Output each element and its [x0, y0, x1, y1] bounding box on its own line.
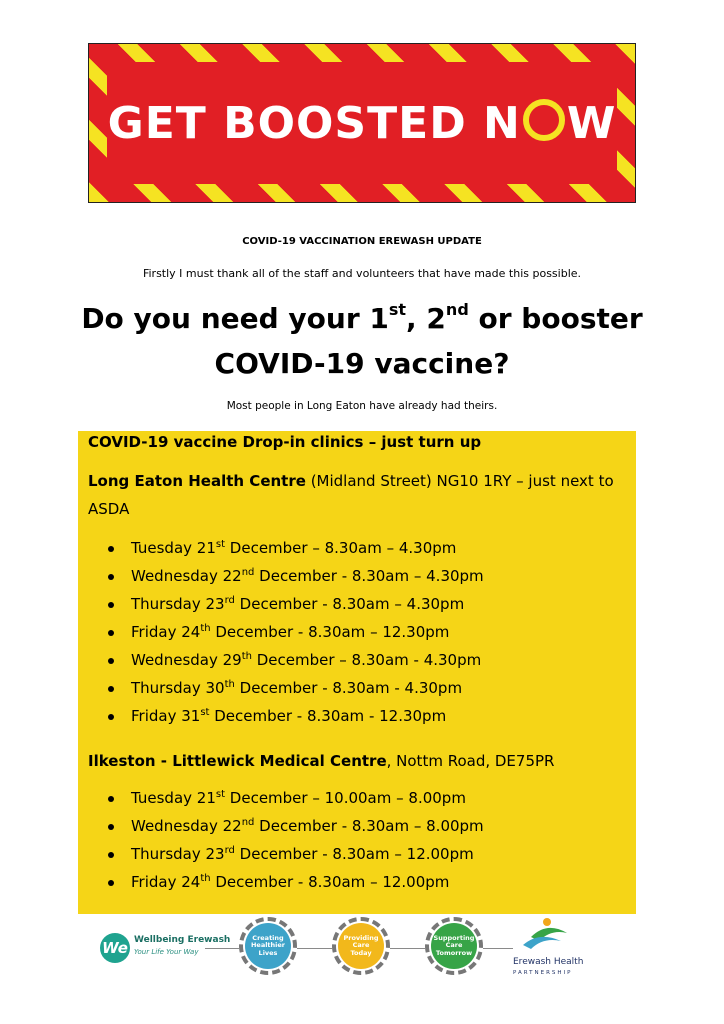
session-item: Friday 24th December - 8.30am – 12.00pm — [108, 868, 626, 896]
banner-o-ring — [523, 99, 565, 141]
headline — [0, 296, 724, 386]
site-long-eaton — [88, 467, 622, 523]
connector-line — [390, 948, 425, 949]
wellbeing-erewash-logo: We — [100, 933, 130, 963]
session-item: Thursday 23rd December - 8.30am – 4.30pm — [108, 590, 626, 618]
gear-icon-supporting-care-tomorrow: Supporting Care Tomorrow — [425, 917, 483, 975]
session-item: Thursday 30th December - 8.30am - 4.30pm — [108, 674, 626, 702]
erewash-health-partnership-icon — [517, 915, 579, 955]
session-item: Wednesday 22nd December - 8.30am – 4.30pm — [108, 562, 626, 590]
session-item: Wednesday 29th December – 8.30am - 4.30pm — [108, 646, 626, 674]
site-address: , Nottm Road, DE75PR — [386, 752, 555, 770]
connector-line — [205, 948, 239, 949]
banner-title — [108, 98, 617, 149]
session-item: Friday 24th December - 8.30am – 12.30pm — [108, 618, 626, 646]
ilkeston-sessions — [108, 784, 626, 896]
headline-line-1: Do you need your 1st, 2nd or booster — [81, 300, 643, 335]
drop-in-clinics-panel — [78, 431, 636, 914]
headline-line-2: COVID-19 vaccine? — [214, 347, 510, 380]
banner-center — [107, 62, 617, 184]
banner-text-end: W — [566, 97, 617, 149]
session-item: Wednesday 22nd December - 8.30am – 8.00pm — [108, 812, 626, 840]
session-item: Tuesday 21st December – 8.30am – 4.30pm — [108, 534, 626, 562]
erewash-health-sub: PARTNERSHIP — [513, 970, 573, 976]
session-item: Tuesday 21st December – 10.00am – 8.00pm — [108, 784, 626, 812]
session-item: Friday 31st December - 8.30am - 12.30pm — [108, 702, 626, 730]
update-title: COVID-19 VACCINATION EREWASH UPDATE — [242, 236, 482, 247]
erewash-health-name: Erewash Health — [513, 957, 584, 967]
long-eaton-sessions — [108, 534, 626, 730]
get-boosted-banner — [88, 43, 636, 203]
panel-heading: COVID-19 vaccine Drop-in clinics – just turn up — [88, 433, 482, 451]
connector-line — [483, 948, 513, 949]
site-address: (Midland Street) NG10 1RY – just next to ASDA — [88, 472, 614, 518]
wellbeing-erewash-tagline: Your Life Your Way — [134, 948, 199, 956]
most-people-note: Most people in Long Eaton have already had theirs. — [226, 400, 498, 412]
gear-icon-creating-healthier-lives: Creating Healthier Lives — [239, 917, 297, 975]
session-item: Thursday 23rd December - 8.30am – 12.00pm — [108, 840, 626, 868]
thanks-line: Firstly I must thank all of the staff and volunteers that have made this possible. — [142, 267, 582, 280]
site-ilkeston — [88, 747, 622, 775]
wellbeing-erewash-name: Wellbeing Erewash — [134, 935, 231, 945]
site-name: Long Eaton Health Centre — [88, 472, 306, 490]
gear-icon-providing-care-today: Providing Care Today — [332, 917, 390, 975]
site-name: Ilkeston - Littlewick Medical Centre — [88, 752, 387, 770]
banner-text-start: GET BOOSTED N — [107, 97, 521, 149]
connector-line — [297, 948, 332, 949]
footer-logos — [0, 915, 724, 985]
